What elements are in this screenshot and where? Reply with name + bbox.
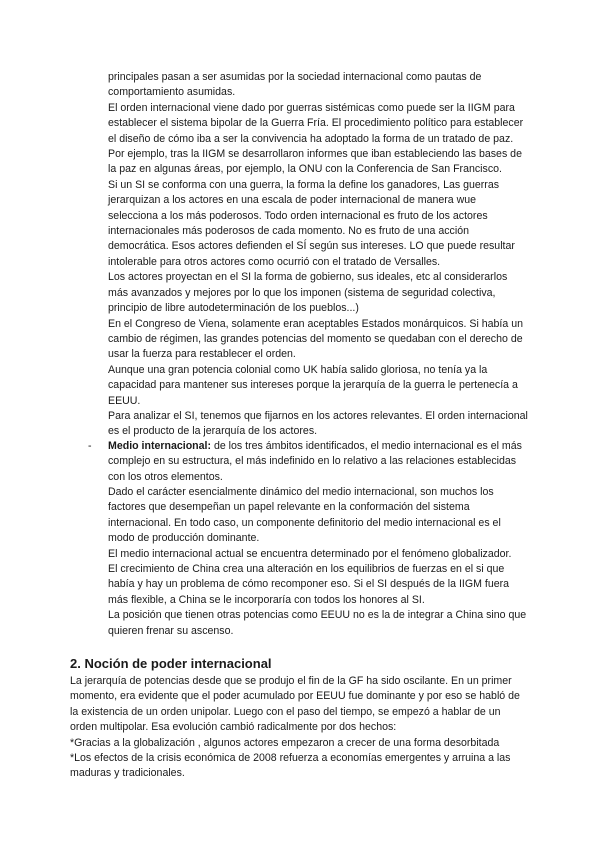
paragraph: El crecimiento de China crea una alteración en los equilibrios de fuerzas en el si que había y hay un problema de cómo recomponer eso. Si el SI después de la IIGM fuera más flexible, a China se le incorporaría con todos los honores al SI. <box>108 563 510 606</box>
paragraph: Los actores proyectan en el SI la forma de gobierno, sus ideales, etc al considerarlos más avanzados y mejores por lo que los imponen (sistema de seguridad colectiva, principio de libre autodeterminación de los pueblos...) <box>108 271 508 315</box>
paragraph: La posición que tienen otras potencias como EEUU no es la de integrar a China sino que quieren frenar su ascenso. <box>108 609 527 637</box>
paragraph: El orden internacional viene dado por guerras sistémicas como puede ser la IIGM para establecer el sistema bipolar de la Guerra Fría. El procedimiento político para establecer el diseño de cómo iba a ser la convivencia ha adoptado la forma de un tratado de paz. Por ejemplo, tras la IIGM se desarrollaron informes que iban estableciendo las bases de la paz en algunas áreas, por ejemplo, la ONU con la Conferencia de San Francisco. <box>108 101 524 176</box>
paragraph: Dado el carácter esencialmente dinámico del medio internacional, son muchos los factores que desempeñan un papel relevante en la conformación del sistema internacional. En todo caso, un componente definitorio del medio internacional es el modo de producción dominante. <box>108 486 501 545</box>
paragraph: Si un SI se conforma con una guerra, la forma la define los ganadores, Las guerras jerarquizan a los actores en una escala de poder internacional de manera wue selecciona a los más poderosos. Todo orden internacional es fruto de los actores internacionales más poderosos de cada momento. No es fruto de una acción democrática. Esos actores defienden el SÍ según sus intereses. LO que puede resultar intolerable para otros actores como ocurrió con el tratado de Versalles. <box>108 178 515 268</box>
paragraph: La jerarquía de potencias desde que se produjo el fin de la GF ha sido oscilante. En un primer momento, era evidente que el poder acumulado por EEUU fue dominante y por eso se habló de la existencia de un orden unipolar. Luego con el paso del tiempo, se empezó a hablar de un orden multipolar. Esa evolución cambió radicalmente por dos hechos: <box>70 675 520 734</box>
paragraph: principales pasan a ser asumidas por la sociedad internacional como pautas de comportamiento asumidas. <box>108 71 482 99</box>
bullet-item-medio-internacional <box>88 439 528 485</box>
paragraph: *Los efectos de la crisis económica de 2008 refuerza a economías emergentes y arruina a las maduras y tradicionales. <box>70 752 511 780</box>
paragraph: Aunque una gran potencia colonial como UK había salido gloriosa, no tenía ya la capacidad para mantener sus intereses porque la jerarquía de la guerra le pertenecía a EEUU. <box>108 363 518 407</box>
paragraph: El medio internacional actual se encuentra determinado por el fenómeno globalizador. <box>108 547 512 560</box>
section-heading: 2. Noción de poder internacional <box>70 656 272 671</box>
top-section <box>108 70 528 440</box>
bullet-title: Medio internacional: <box>108 440 212 452</box>
bullet-paragraph <box>108 439 528 485</box>
paragraph: Para analizar el SI, tenemos que fijarnos en los actores relevantes. El orden internacional es el producto de la jerarquía de los actores. <box>108 409 528 438</box>
paragraph: *Gracias a la globalización , algunos actores empezaron a crecer de una forma desorbitada <box>70 736 500 749</box>
paragraph: En el Congreso de Viena, solamente eran aceptables Estados monárquicos. Si había un cambio de régimen, las grandes potencias del momento se quedaban con el derecho de usar la fuerza para restablecer el orden. <box>108 317 523 361</box>
bullet-section <box>108 485 528 639</box>
bullet-marker: - <box>88 440 92 452</box>
section2-body <box>70 674 530 782</box>
bullet-text: de los tres ámbitos identificados, el medio internacional es el más complejo en su estructura, el más indefinido en lo relativo a las relaciones establecidas con los otros elementos. <box>108 440 522 483</box>
